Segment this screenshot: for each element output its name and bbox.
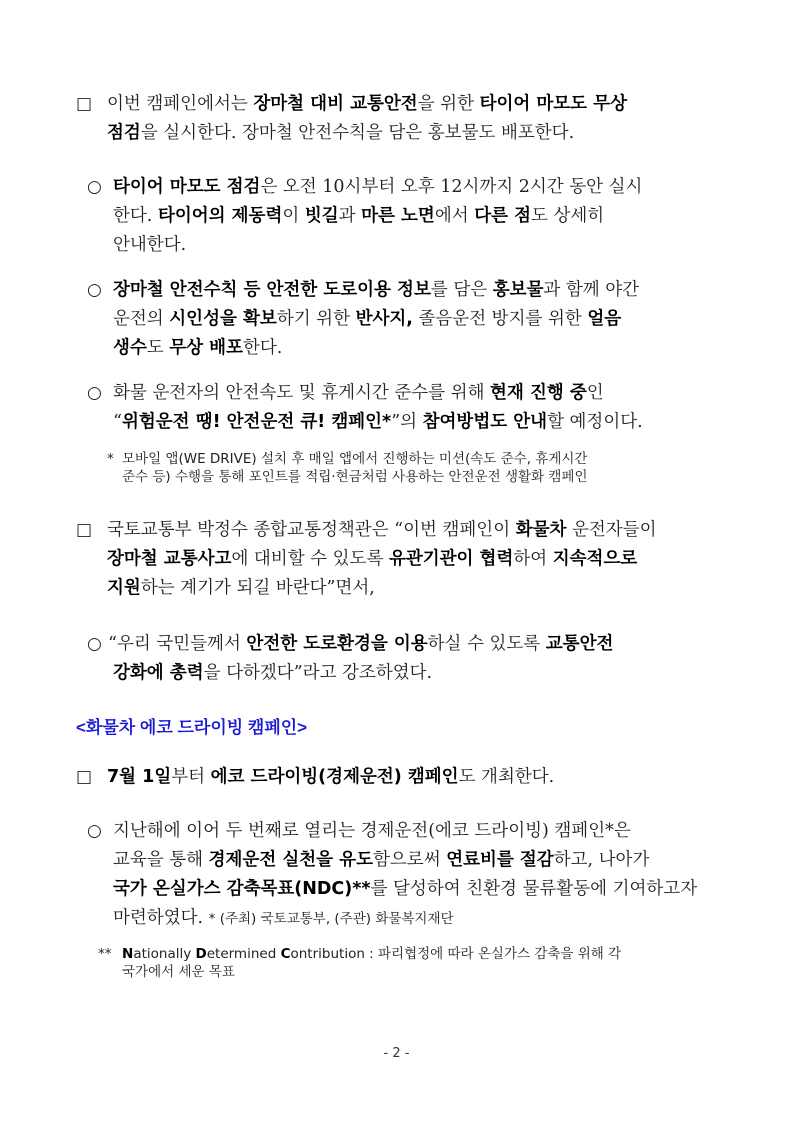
paragraph-line: 타이어 마모도 점검은 오전 10시부터 오후 12시까지 2시간 동안 실시 [113,177,643,197]
paragraph-line: 점검을 실시한다. 장마철 안전수칙을 담은 홍보물도 배포한다. [107,123,575,143]
circle-bullet: ○ [87,634,102,654]
paragraph-line: 교육을 통해 경제운전 실천을 유도함으로써 연료비를 절감하고, 나아가 [113,850,650,870]
paragraph-line: 장마철 교통사고에 대비할 수 있도록 유관기관이 협력하여 지속적으로 [107,549,638,569]
paragraph-line: 국토교통부 박정수 종합교통정책관은 “이번 캠페인이 화물차 운전자들이 [107,520,657,540]
circle-bullet: ○ [87,383,102,403]
paragraph-line: 이번 캠페인에서는 장마철 대비 교통안전을 위한 타이어 마모도 무상 [107,94,627,114]
footnote-line: Nationally Determined Contribution : 파리협정에 따라 온실가스 감축을 위해 각 [122,946,622,962]
page-number: - 2 - [383,1046,410,1061]
paragraph-line: 화물 운전자의 안전속도 및 휴게시간 준수를 위해 현재 진행 중인 [113,383,604,403]
square-bullet: □ [76,520,93,540]
square-bullet: □ [76,94,93,114]
section-title: <화물차 에코 드라이빙 캠페인> [76,718,308,737]
paragraph-line: 지난해에 이어 두 번째로 열리는 경제운전(에코 드라이빙) 캠페인*은 [113,821,631,841]
footnote-star: ** [98,946,112,962]
circle-bullet: ○ [87,280,102,300]
paragraph-line: 한다. 타이어의 제동력이 빗길과 마른 노면에서 다른 점도 상세히 [113,206,605,226]
circle-bullet: ○ [87,177,102,197]
footnote-line: 준수 등) 수행을 통해 포인트를 적립·현금처럼 사용하는 안전운전 생활화 캠페인 [122,469,588,485]
paragraph-line: 운전의 시인성을 확보하기 위한 반사지, 졸음운전 방지를 위한 얼음 [113,309,622,329]
square-bullet: □ [76,767,93,787]
footnote-line: 모바일 앱(WE DRIVE) 설치 후 매일 앱에서 진행하는 미션(속도 준수, 휴게시간 [122,451,588,467]
paragraph-line: 7월 1일부터 에코 드라이빙(경제운전) 캠페인도 개최한다. [107,767,555,787]
footnote-line: 국가에서 세운 목표 [122,964,235,980]
inline-footnote: * (주최) 국토교통부, (주관) 화물복지재단 [208,911,454,927]
paragraph-line: “우리 국민들께서 안전한 도로환경을 이용하실 수 있도록 교통안전 [108,634,614,654]
footnote-star: * [107,451,114,467]
paragraph-line: 장마철 안전수칙 등 안전한 도로이용 정보를 담은 홍보물과 함께 야간 [113,280,640,300]
paragraph-line: 강화에 총력을 다하겠다”라고 강조하였다. [113,663,433,683]
paragraph-line: 지원하는 계기가 되길 바란다”면서, [107,578,375,598]
paragraph-line: 국가 온실가스 감축목표(NDC)**를 달성하여 친환경 물류활동에 기여하고자 [113,879,698,899]
circle-bullet: ○ [87,821,102,841]
paragraph-line: 마련하였다. * (주최) 국토교통부, (주관) 화물복지재단 [113,908,454,928]
paragraph-line: 생수도 무상 배포한다. [113,338,283,358]
paragraph-line: “위험운전 땡! 안전운전 큐! 캠페인*”의 참여방법도 안내할 예정이다. [113,412,643,432]
paragraph-line: 안내한다. [113,235,187,255]
